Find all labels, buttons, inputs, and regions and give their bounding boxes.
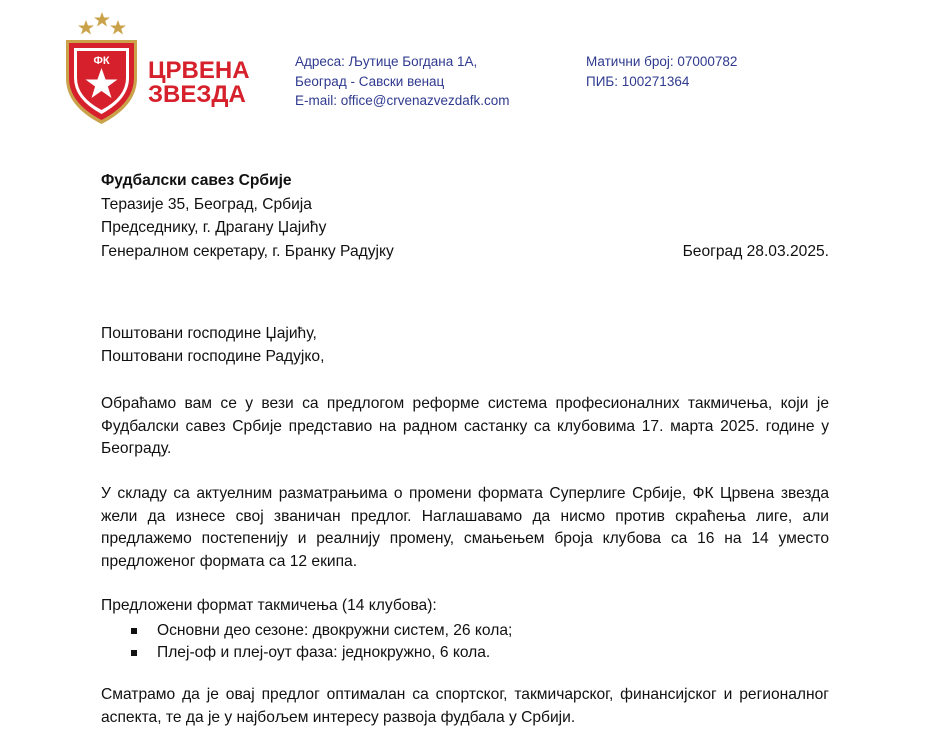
body-paragraph-4: Сматрамо да је овај предлог оптималан са спортског, такмичарског, финансијског и регионалног аспекта, те да је у најбољем интересу развоја фудбала у Србији. <box>101 686 829 726</box>
bullet-square-icon <box>131 628 137 634</box>
greeting-line: Поштовани господине Џајићу, <box>101 325 317 342</box>
club-address-block <box>295 52 510 111</box>
recipient-address: Теразије 35, Београд, Србија <box>101 195 312 213</box>
list-item <box>101 642 829 665</box>
place-date: Београд 28.03.2025. <box>682 242 829 260</box>
club-crest-icon <box>64 12 250 127</box>
bullet-square-icon <box>131 650 137 656</box>
list-item-text: Плеј-оф и плеј-оут фаза: једнокружно, 6 кола. <box>157 644 491 661</box>
greeting <box>101 322 829 368</box>
body-paragraph-1: Обраћамо вам се у вези са предлогом реформе система професионалних такмичења, који је Фудбалски савез Србије представио на радном састанку са клубовима 17. марта 2025. године у Београду. <box>101 395 829 457</box>
club-registration-block <box>586 52 737 91</box>
crest-badge-text: ФК <box>93 55 110 67</box>
greeting-line: Поштовани господине Радујко, <box>101 348 325 365</box>
list-item-text: Основни део сезоне: двокружни систем, 26 кола; <box>157 621 513 639</box>
club-name-line2: ЗВЕЗДА <box>148 81 246 108</box>
list-intro: Предложени формат такмичења (14 клубова): <box>101 597 437 614</box>
recipient-org: Фудбалски савез Србије <box>101 172 292 189</box>
list-item <box>101 620 829 643</box>
address-line: Адреса: Љутице Богдана 1А, <box>295 54 478 69</box>
address-city: Београд - Савски венац <box>295 73 445 89</box>
tax-id: ПИБ: 100271364 <box>586 73 690 89</box>
club-logo <box>64 12 250 127</box>
star-icon <box>110 20 126 35</box>
star-icon <box>78 20 94 35</box>
star-icon <box>94 12 110 27</box>
registration-number: Матични број: 07000782 <box>586 54 738 69</box>
body-paragraph-2: У складу са актуелним разматрањима о промени формата Суперлиге Србије, ФК Црвена звезда жели да изнесе свој званичан предлог. Наглашавамо да нисмо против скраћења лиге, али предлажемо постепенију и реалнију промену, смањењем броја клубова са 16 на 14 уместо предложеног формата са 12 екипа. <box>101 485 829 570</box>
recipient-president: Председнику, г. Драгану Џајићу <box>101 219 327 236</box>
email-line: E-mail: office@crvenazvezdafk.com <box>295 93 510 108</box>
format-proposal <box>101 595 829 665</box>
club-name-line1: ЦРВЕНА <box>148 57 250 84</box>
recipient-secretary-row <box>101 240 829 264</box>
recipient-block <box>101 169 829 263</box>
format-list <box>101 620 829 665</box>
recipient-secretary: Генералном секретару, г. Бранку Радујку <box>101 242 394 260</box>
